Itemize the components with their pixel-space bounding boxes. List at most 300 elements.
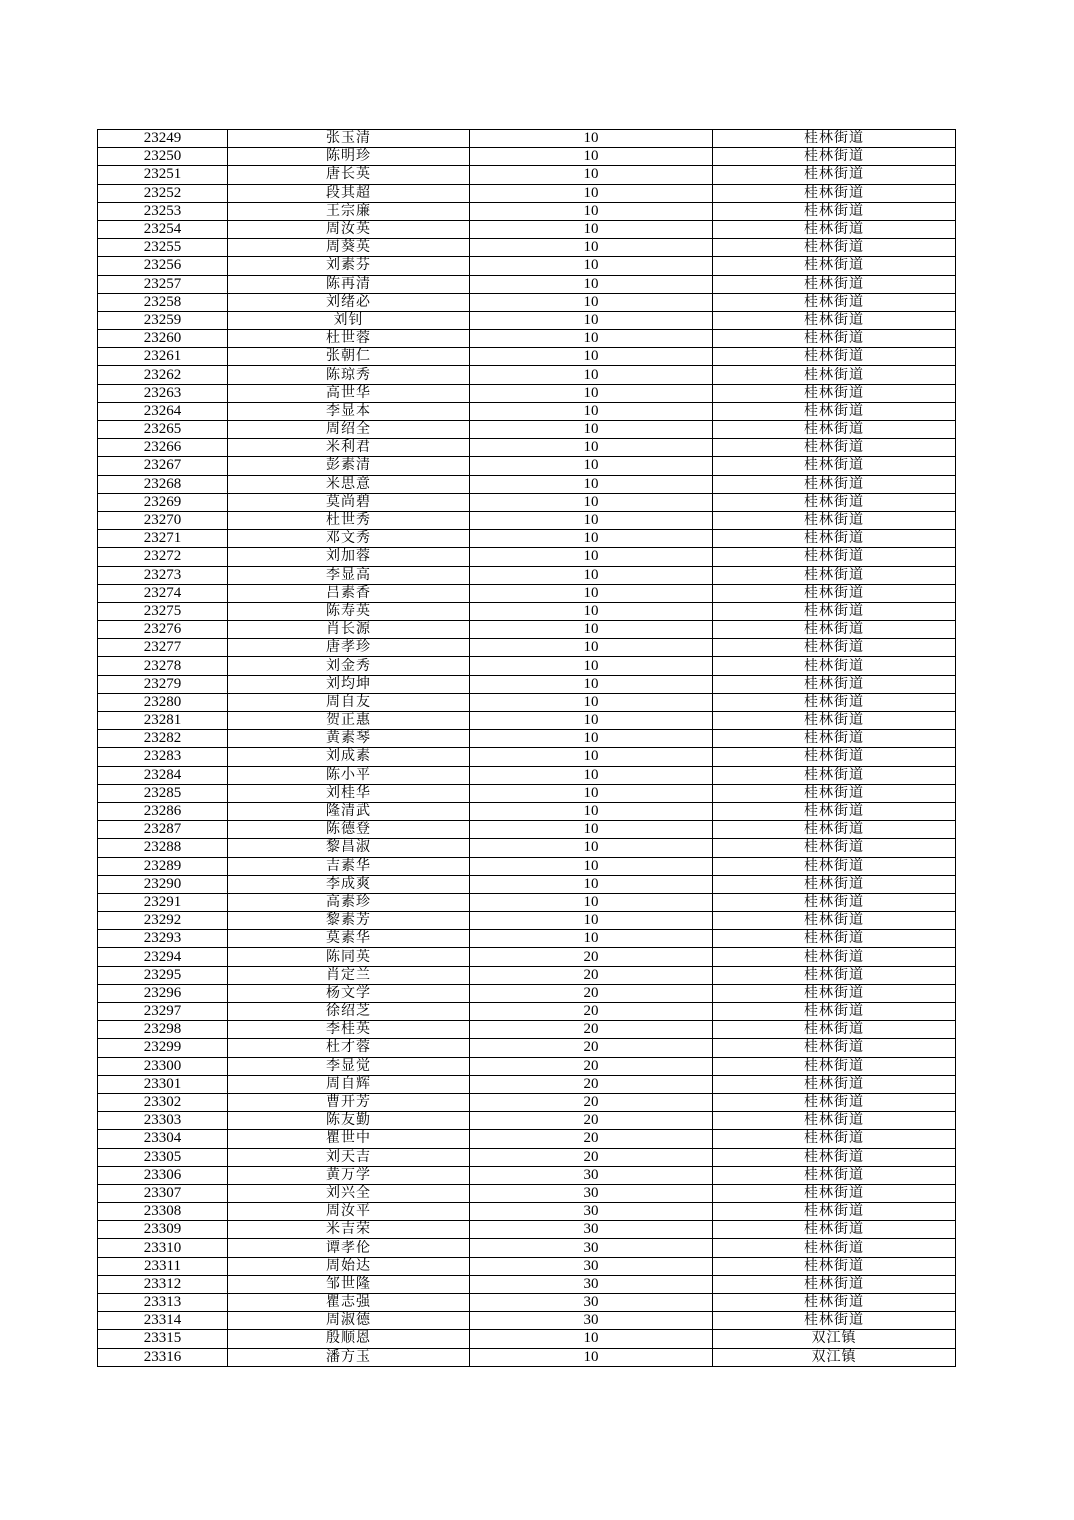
cell-area: 桂林街道: [713, 1275, 956, 1293]
table-row: [98, 857, 956, 875]
table-row: [98, 802, 956, 820]
table-row: [98, 439, 956, 457]
cell-amount: 10: [470, 548, 713, 566]
cell-name: 刘加蓉: [228, 548, 470, 566]
cell-name: 李桂英: [228, 1021, 470, 1039]
cell-id: 23262: [98, 366, 228, 384]
cell-area: 桂林街道: [713, 220, 956, 238]
cell-area: 桂林街道: [713, 493, 956, 511]
table-row: [98, 457, 956, 475]
cell-id: 23268: [98, 475, 228, 493]
cell-amount: 10: [470, 384, 713, 402]
cell-amount: 10: [470, 730, 713, 748]
cell-amount: 20: [470, 1093, 713, 1111]
cell-amount: 10: [470, 566, 713, 584]
cell-name: 米吉荣: [228, 1221, 470, 1239]
cell-area: 桂林街道: [713, 275, 956, 293]
cell-area: 桂林街道: [713, 857, 956, 875]
cell-amount: 10: [470, 875, 713, 893]
cell-name: 周淑德: [228, 1312, 470, 1330]
table-row: [98, 220, 956, 238]
table-row: [98, 730, 956, 748]
cell-amount: 30: [470, 1221, 713, 1239]
cell-amount: 10: [470, 602, 713, 620]
table-row: [98, 766, 956, 784]
table-row: [98, 1003, 956, 1021]
cell-area: 桂林街道: [713, 1039, 956, 1057]
cell-area: 桂林街道: [713, 239, 956, 257]
cell-name: 刘成素: [228, 748, 470, 766]
cell-amount: 20: [470, 1075, 713, 1093]
cell-id: 23310: [98, 1239, 228, 1257]
table-row: [98, 584, 956, 602]
cell-name: 肖长源: [228, 621, 470, 639]
cell-name: 陈同英: [228, 948, 470, 966]
cell-id: 23257: [98, 275, 228, 293]
cell-amount: 10: [470, 639, 713, 657]
cell-name: 黄素琴: [228, 730, 470, 748]
cell-amount: 10: [470, 675, 713, 693]
cell-amount: 10: [470, 693, 713, 711]
cell-name: 周自友: [228, 693, 470, 711]
cell-id: 23303: [98, 1112, 228, 1130]
cell-amount: 10: [470, 166, 713, 184]
table-row: [98, 566, 956, 584]
cell-amount: 20: [470, 1039, 713, 1057]
cell-name: 杜世秀: [228, 511, 470, 529]
cell-amount: 10: [470, 1348, 713, 1366]
cell-name: 高世华: [228, 384, 470, 402]
cell-amount: 10: [470, 930, 713, 948]
table-row: [98, 330, 956, 348]
cell-area: 桂林街道: [713, 748, 956, 766]
cell-area: 桂林街道: [713, 530, 956, 548]
cell-amount: 20: [470, 1148, 713, 1166]
table-row: [98, 984, 956, 1002]
cell-id: 23254: [98, 220, 228, 238]
cell-area: 桂林街道: [713, 366, 956, 384]
table-row: [98, 257, 956, 275]
cell-id: 23253: [98, 202, 228, 220]
cell-amount: 10: [470, 202, 713, 220]
cell-id: 23304: [98, 1130, 228, 1148]
cell-amount: 10: [470, 657, 713, 675]
cell-name: 李显觉: [228, 1057, 470, 1075]
cell-name: 贺正惠: [228, 712, 470, 730]
cell-id: 23251: [98, 166, 228, 184]
cell-amount: 10: [470, 893, 713, 911]
cell-amount: 10: [470, 766, 713, 784]
table-row: [98, 1275, 956, 1293]
cell-name: 刘素芬: [228, 257, 470, 275]
table-row: [98, 912, 956, 930]
cell-name: 殷顺恩: [228, 1330, 470, 1348]
cell-id: 23260: [98, 330, 228, 348]
cell-amount: 20: [470, 1021, 713, 1039]
cell-name: 刘兴全: [228, 1184, 470, 1202]
cell-amount: 10: [470, 784, 713, 802]
table-row: [98, 1348, 956, 1366]
cell-name: 米思意: [228, 475, 470, 493]
cell-name: 瞿志强: [228, 1294, 470, 1312]
cell-area: 桂林街道: [713, 1312, 956, 1330]
cell-name: 曹开芳: [228, 1093, 470, 1111]
cell-area: 桂林街道: [713, 1021, 956, 1039]
table-row: [98, 366, 956, 384]
cell-area: 桂林街道: [713, 875, 956, 893]
cell-area: 桂林街道: [713, 966, 956, 984]
cell-area: 桂林街道: [713, 475, 956, 493]
table-row: [98, 184, 956, 202]
table-row: [98, 475, 956, 493]
cell-amount: 20: [470, 1003, 713, 1021]
cell-name: 杨文学: [228, 984, 470, 1002]
cell-area: 桂林街道: [713, 657, 956, 675]
cell-amount: 20: [470, 1057, 713, 1075]
table-row: [98, 602, 956, 620]
cell-id: 23316: [98, 1348, 228, 1366]
table-row: [98, 1257, 956, 1275]
cell-amount: 10: [470, 293, 713, 311]
cell-area: 桂林街道: [713, 311, 956, 329]
cell-area: 桂林街道: [713, 602, 956, 620]
cell-name: 刘桂华: [228, 784, 470, 802]
cell-name: 陈琼秀: [228, 366, 470, 384]
cell-area: 桂林街道: [713, 566, 956, 584]
cell-area: 桂林街道: [713, 202, 956, 220]
cell-amount: 30: [470, 1203, 713, 1221]
cell-area: 双江镇: [713, 1330, 956, 1348]
cell-name: 刘天吉: [228, 1148, 470, 1166]
table-row: [98, 1057, 956, 1075]
cell-amount: 10: [470, 475, 713, 493]
table-row: [98, 657, 956, 675]
cell-amount: 10: [470, 530, 713, 548]
cell-amount: 20: [470, 966, 713, 984]
cell-area: 桂林街道: [713, 766, 956, 784]
cell-name: 吕素香: [228, 584, 470, 602]
cell-area: 桂林街道: [713, 457, 956, 475]
cell-id: 23281: [98, 712, 228, 730]
cell-amount: 10: [470, 220, 713, 238]
cell-area: 桂林街道: [713, 912, 956, 930]
cell-id: 23280: [98, 693, 228, 711]
table-row: [98, 784, 956, 802]
cell-id: 23293: [98, 930, 228, 948]
cell-area: 桂林街道: [713, 1184, 956, 1202]
cell-name: 刘钊: [228, 311, 470, 329]
cell-id: 23275: [98, 602, 228, 620]
cell-amount: 10: [470, 511, 713, 529]
cell-id: 23259: [98, 311, 228, 329]
cell-area: 桂林街道: [713, 166, 956, 184]
cell-area: 桂林街道: [713, 257, 956, 275]
cell-id: 23256: [98, 257, 228, 275]
cell-id: 23299: [98, 1039, 228, 1057]
cell-amount: 10: [470, 275, 713, 293]
cell-name: 杜才蓉: [228, 1039, 470, 1057]
cell-name: 陈小平: [228, 766, 470, 784]
cell-area: 桂林街道: [713, 893, 956, 911]
cell-id: 23311: [98, 1257, 228, 1275]
cell-area: 桂林街道: [713, 1257, 956, 1275]
cell-id: 23261: [98, 348, 228, 366]
cell-amount: 10: [470, 130, 713, 148]
cell-area: 桂林街道: [713, 712, 956, 730]
table-row: [98, 948, 956, 966]
cell-name: 李显高: [228, 566, 470, 584]
roster-table: [97, 129, 956, 1367]
cell-id: 23250: [98, 148, 228, 166]
cell-name: 黎素芳: [228, 912, 470, 930]
cell-id: 23269: [98, 493, 228, 511]
cell-amount: 10: [470, 493, 713, 511]
cell-amount: 30: [470, 1166, 713, 1184]
table-row: [98, 875, 956, 893]
table-row: [98, 202, 956, 220]
roster-body: [98, 130, 956, 1367]
table-row: [98, 1330, 956, 1348]
cell-name: 张朝仁: [228, 348, 470, 366]
cell-name: 黄万学: [228, 1166, 470, 1184]
cell-id: 23308: [98, 1203, 228, 1221]
table-row: [98, 1239, 956, 1257]
table-row: [98, 548, 956, 566]
cell-area: 桂林街道: [713, 1003, 956, 1021]
cell-id: 23276: [98, 621, 228, 639]
cell-id: 23272: [98, 548, 228, 566]
cell-amount: 30: [470, 1294, 713, 1312]
cell-amount: 10: [470, 621, 713, 639]
cell-name: 张玉清: [228, 130, 470, 148]
table-row: [98, 511, 956, 529]
table-row: [98, 239, 956, 257]
cell-id: 23306: [98, 1166, 228, 1184]
table-row: [98, 893, 956, 911]
cell-amount: 20: [470, 984, 713, 1002]
cell-area: 桂林街道: [713, 439, 956, 457]
cell-area: 桂林街道: [713, 621, 956, 639]
cell-name: 刘绪必: [228, 293, 470, 311]
table-row: [98, 821, 956, 839]
cell-name: 隆清武: [228, 802, 470, 820]
cell-id: 23263: [98, 384, 228, 402]
cell-area: 桂林街道: [713, 639, 956, 657]
cell-amount: 10: [470, 239, 713, 257]
cell-amount: 10: [470, 584, 713, 602]
cell-name: 唐长英: [228, 166, 470, 184]
table-row: [98, 275, 956, 293]
cell-id: 23283: [98, 748, 228, 766]
table-row: [98, 675, 956, 693]
cell-name: 周始达: [228, 1257, 470, 1275]
cell-name: 陈德登: [228, 821, 470, 839]
table-row: [98, 293, 956, 311]
cell-name: 杜世蓉: [228, 330, 470, 348]
cell-amount: 10: [470, 457, 713, 475]
table-row: [98, 930, 956, 948]
cell-amount: 10: [470, 348, 713, 366]
cell-id: 23289: [98, 857, 228, 875]
cell-amount: 30: [470, 1257, 713, 1275]
cell-area: 桂林街道: [713, 693, 956, 711]
cell-name: 莫尚碧: [228, 493, 470, 511]
cell-id: 23291: [98, 893, 228, 911]
cell-area: 桂林街道: [713, 548, 956, 566]
cell-area: 桂林街道: [713, 784, 956, 802]
cell-area: 桂林街道: [713, 1166, 956, 1184]
cell-name: 李显本: [228, 402, 470, 420]
cell-id: 23265: [98, 421, 228, 439]
table-row: [98, 1039, 956, 1057]
table-row: [98, 1221, 956, 1239]
table-row: [98, 348, 956, 366]
table-row: [98, 1075, 956, 1093]
table-row: [98, 148, 956, 166]
cell-id: 23307: [98, 1184, 228, 1202]
table-row: [98, 966, 956, 984]
cell-name: 吉素华: [228, 857, 470, 875]
cell-name: 肖定兰: [228, 966, 470, 984]
cell-id: 23294: [98, 948, 228, 966]
cell-id: 23315: [98, 1330, 228, 1348]
cell-amount: 30: [470, 1275, 713, 1293]
cell-name: 周葵英: [228, 239, 470, 257]
cell-id: 23300: [98, 1057, 228, 1075]
table-row: [98, 1312, 956, 1330]
cell-id: 23264: [98, 402, 228, 420]
cell-amount: 10: [470, 821, 713, 839]
cell-name: 陈友勤: [228, 1112, 470, 1130]
cell-area: 桂林街道: [713, 1148, 956, 1166]
cell-name: 瞿世中: [228, 1130, 470, 1148]
cell-id: 23292: [98, 912, 228, 930]
cell-id: 23314: [98, 1312, 228, 1330]
cell-id: 23255: [98, 239, 228, 257]
cell-area: 桂林街道: [713, 402, 956, 420]
table-row: [98, 493, 956, 511]
cell-name: 陈再清: [228, 275, 470, 293]
cell-amount: 10: [470, 184, 713, 202]
table-row: [98, 384, 956, 402]
cell-area: 桂林街道: [713, 802, 956, 820]
cell-id: 23266: [98, 439, 228, 457]
cell-id: 23288: [98, 839, 228, 857]
table-row: [98, 1093, 956, 1111]
cell-id: 23295: [98, 966, 228, 984]
cell-area: 桂林街道: [713, 184, 956, 202]
table-row: [98, 1294, 956, 1312]
table-row: [98, 1148, 956, 1166]
cell-name: 徐绍芝: [228, 1003, 470, 1021]
table-row: [98, 712, 956, 730]
cell-amount: 10: [470, 912, 713, 930]
cell-name: 周绍全: [228, 421, 470, 439]
table-row: [98, 530, 956, 548]
cell-id: 23285: [98, 784, 228, 802]
cell-area: 桂林街道: [713, 1057, 956, 1075]
cell-id: 23252: [98, 184, 228, 202]
cell-amount: 10: [470, 311, 713, 329]
cell-name: 周自辉: [228, 1075, 470, 1093]
cell-area: 桂林街道: [713, 130, 956, 148]
cell-amount: 30: [470, 1312, 713, 1330]
cell-id: 23249: [98, 130, 228, 148]
cell-id: 23277: [98, 639, 228, 657]
cell-area: 桂林街道: [713, 348, 956, 366]
cell-amount: 30: [470, 1184, 713, 1202]
cell-name: 刘均坤: [228, 675, 470, 693]
cell-amount: 10: [470, 1330, 713, 1348]
cell-area: 桂林街道: [713, 730, 956, 748]
cell-id: 23284: [98, 766, 228, 784]
cell-amount: 20: [470, 948, 713, 966]
cell-id: 23279: [98, 675, 228, 693]
table-row: [98, 1203, 956, 1221]
cell-amount: 30: [470, 1239, 713, 1257]
cell-area: 桂林街道: [713, 421, 956, 439]
cell-amount: 20: [470, 1130, 713, 1148]
cell-id: 23298: [98, 1021, 228, 1039]
table-row: [98, 311, 956, 329]
cell-area: 桂林街道: [713, 1075, 956, 1093]
cell-id: 23305: [98, 1148, 228, 1166]
cell-id: 23271: [98, 530, 228, 548]
cell-amount: 10: [470, 439, 713, 457]
cell-name: 唐孝珍: [228, 639, 470, 657]
cell-area: 桂林街道: [713, 821, 956, 839]
cell-amount: 10: [470, 748, 713, 766]
cell-area: 桂林街道: [713, 293, 956, 311]
table-row: [98, 1021, 956, 1039]
cell-area: 桂林街道: [713, 1221, 956, 1239]
cell-name: 潘方玉: [228, 1348, 470, 1366]
table-row: [98, 639, 956, 657]
cell-name: 段其超: [228, 184, 470, 202]
table-row: [98, 421, 956, 439]
cell-name: 黎昌淑: [228, 839, 470, 857]
cell-name: 李成爽: [228, 875, 470, 893]
cell-id: 23301: [98, 1075, 228, 1093]
table-row: [98, 621, 956, 639]
table-row: [98, 1166, 956, 1184]
table-row: [98, 839, 956, 857]
cell-area: 桂林街道: [713, 1112, 956, 1130]
table-row: [98, 1130, 956, 1148]
cell-id: 23296: [98, 984, 228, 1002]
cell-area: 桂林街道: [713, 839, 956, 857]
cell-area: 桂林街道: [713, 384, 956, 402]
table-row: [98, 166, 956, 184]
cell-id: 23274: [98, 584, 228, 602]
cell-id: 23309: [98, 1221, 228, 1239]
cell-name: 王宗廉: [228, 202, 470, 220]
cell-area: 桂林街道: [713, 1203, 956, 1221]
cell-amount: 10: [470, 366, 713, 384]
cell-name: 高素珍: [228, 893, 470, 911]
table-row: [98, 693, 956, 711]
cell-area: 桂林街道: [713, 1130, 956, 1148]
cell-name: 彭素清: [228, 457, 470, 475]
cell-amount: 10: [470, 839, 713, 857]
cell-id: 23297: [98, 1003, 228, 1021]
cell-id: 23313: [98, 1294, 228, 1312]
cell-area: 桂林街道: [713, 330, 956, 348]
cell-id: 23312: [98, 1275, 228, 1293]
table-row: [98, 130, 956, 148]
cell-amount: 10: [470, 712, 713, 730]
cell-amount: 10: [470, 857, 713, 875]
